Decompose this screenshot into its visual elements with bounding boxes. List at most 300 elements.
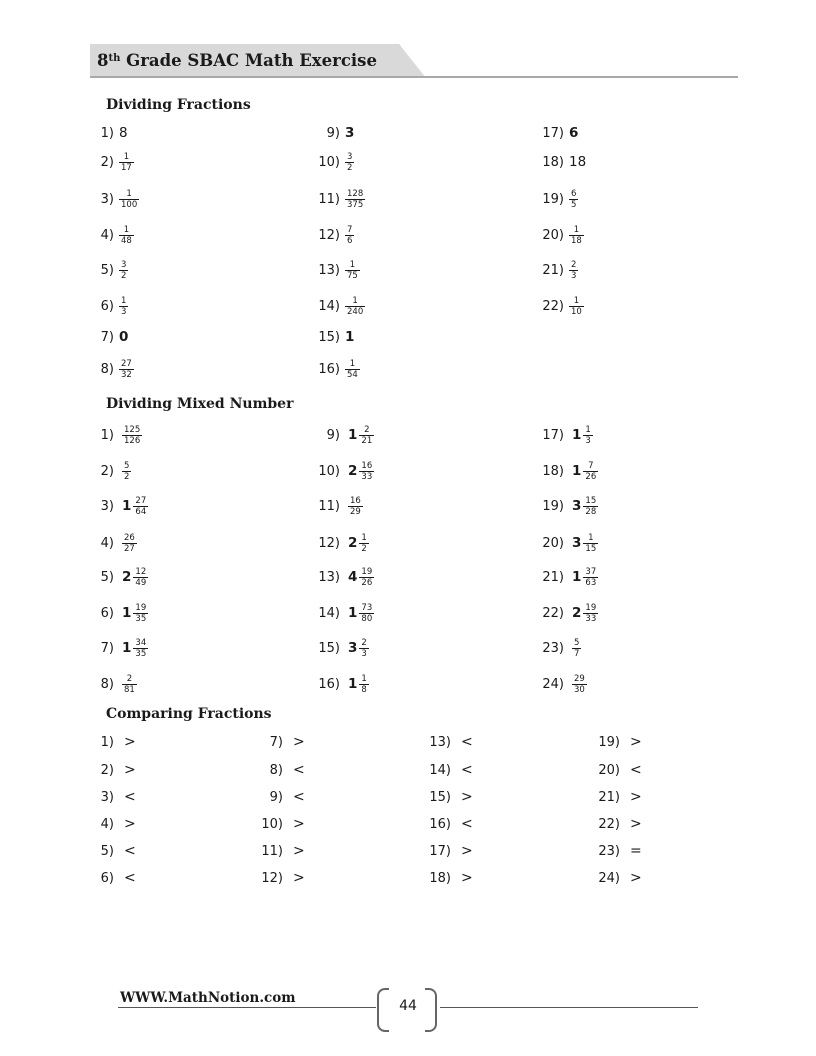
answer-item [538, 291, 584, 321]
item-number: 17) [542, 125, 564, 141]
numerator: 27 [135, 495, 147, 506]
fraction [583, 496, 598, 517]
numerator: 16 [350, 495, 361, 506]
answer-number: 18 [569, 154, 587, 170]
item-number: 18) [542, 154, 564, 170]
answer-item [88, 184, 139, 214]
numerator: 1 [352, 295, 358, 306]
answer-item [257, 809, 305, 839]
answer-item [538, 598, 598, 628]
comparison-symbol: > [124, 734, 136, 750]
answer-item [314, 633, 369, 663]
fraction [348, 496, 363, 517]
item-number: 2) [100, 154, 114, 170]
title-rest: Grade SBAC Math Exercise [120, 51, 377, 70]
whole-part: 2 [348, 535, 358, 551]
fraction [133, 638, 148, 659]
answer-item [425, 863, 473, 893]
numerator: 73 [361, 602, 373, 613]
item-number: 22) [542, 605, 564, 621]
item-number: 17) [542, 427, 564, 443]
denominator: 2 [361, 543, 367, 554]
answer-value [345, 189, 365, 210]
answer-item [538, 118, 578, 148]
grade-number: 8 [97, 51, 109, 70]
whole-part: 2 [122, 569, 132, 585]
answer-value [569, 296, 584, 317]
item-number: 2) [100, 463, 114, 479]
comparison-symbol: > [461, 843, 473, 859]
whole-part: 1 [572, 569, 582, 585]
denominator: 63 [585, 577, 597, 588]
denominator: 35 [135, 648, 147, 659]
fraction [122, 674, 137, 695]
item-number: 6) [100, 605, 114, 621]
comparison-symbol: > [124, 762, 136, 778]
numerator: 125 [124, 424, 141, 435]
denominator: 35 [135, 613, 147, 624]
answer-value [345, 296, 365, 317]
answer-item [538, 528, 598, 558]
answer-value [122, 603, 148, 624]
fraction [122, 533, 137, 554]
fraction [119, 359, 134, 380]
answer-value [572, 425, 593, 446]
answer-value [572, 638, 581, 659]
item-number: 12) [261, 870, 283, 886]
item-number: 9) [269, 789, 283, 805]
whole-part: 1 [122, 605, 132, 621]
numerator: 1 [573, 224, 580, 235]
item-number: 13) [318, 569, 340, 585]
answer-item [314, 147, 354, 177]
answer-item [538, 456, 598, 486]
footer-website: WWW.MathNotion.com [120, 990, 296, 1006]
fraction [122, 425, 142, 446]
item-number: 16) [318, 361, 340, 377]
item-number: 13) [318, 262, 340, 278]
denominator: 2 [124, 471, 130, 482]
comparison-symbol: < [293, 789, 305, 805]
denominator: 3 [361, 648, 367, 659]
denominator: 126 [124, 435, 141, 446]
denominator: 54 [347, 369, 358, 380]
fraction [119, 189, 139, 210]
answer-item [88, 118, 128, 148]
item-number: 8) [269, 762, 283, 778]
comparison-symbol: > [293, 843, 305, 859]
item-number: 15) [429, 789, 451, 805]
denominator: 3 [585, 435, 591, 446]
answer-item [314, 598, 374, 628]
answer-item [314, 118, 354, 148]
answer-value [572, 674, 587, 695]
fraction [119, 260, 128, 281]
item-number: 21) [542, 262, 564, 278]
fraction [122, 461, 131, 482]
item-number: 16) [318, 676, 340, 692]
section-title-comparing-fractions: Comparing Fractions [106, 706, 272, 722]
answer-value [122, 461, 131, 482]
answer-item [314, 354, 360, 384]
answer-item [425, 755, 473, 785]
denominator: 81 [124, 684, 135, 695]
denominator: 3 [121, 306, 127, 317]
item-number: 16) [429, 816, 451, 832]
answer-item [88, 633, 148, 663]
answer-item [257, 727, 305, 757]
answer-value [122, 533, 137, 554]
answer-item [594, 782, 642, 812]
answer-item [88, 863, 136, 893]
comparison-symbol: < [124, 789, 136, 805]
denominator: 75 [347, 270, 358, 281]
footer-rule-left [118, 1007, 376, 1008]
denominator: 10 [571, 306, 582, 317]
comparison-symbol: < [124, 870, 136, 886]
comparison-symbol: > [461, 789, 473, 805]
answer-item [88, 220, 134, 250]
answer-item [88, 562, 148, 592]
item-number: 5) [100, 569, 114, 585]
item-number: 14) [318, 605, 340, 621]
item-number: 7) [100, 640, 114, 656]
fraction [359, 674, 368, 695]
answer-item [88, 291, 128, 321]
whole-part: 2 [572, 605, 582, 621]
item-number: 3) [100, 191, 114, 207]
numerator: 1 [349, 358, 356, 369]
item-number: 23) [598, 843, 620, 859]
answer-value [345, 225, 354, 246]
numerator: 26 [124, 532, 135, 543]
answer-item [257, 836, 305, 866]
answer-item [594, 727, 642, 757]
item-number: 11) [261, 843, 283, 859]
denominator: 6 [347, 235, 353, 246]
answer-item [88, 669, 137, 699]
answer-item [88, 456, 131, 486]
comparison-symbol: < [630, 762, 642, 778]
answer-item [538, 184, 578, 214]
fraction [572, 674, 587, 695]
denominator: 7 [574, 648, 580, 659]
answer-item [538, 147, 586, 177]
item-number: 8) [100, 676, 114, 692]
grade-suffix: th [108, 53, 121, 64]
answer-item [314, 528, 369, 558]
item-number: 3) [100, 789, 114, 805]
item-number: 24) [598, 870, 620, 886]
item-number: 22) [598, 816, 620, 832]
item-number: 5) [100, 843, 114, 859]
answer-value [348, 638, 369, 659]
answer-value [348, 567, 374, 588]
fraction [345, 260, 360, 281]
denominator: 26 [585, 471, 597, 482]
answer-value [348, 496, 363, 517]
numerator: 1 [121, 295, 127, 306]
item-number: 4) [100, 227, 114, 243]
item-number: 18) [429, 870, 451, 886]
numerator: 16 [361, 460, 373, 471]
numerator: 12 [135, 566, 147, 577]
fraction [583, 425, 592, 446]
denominator: 29 [350, 506, 361, 517]
item-number: 7) [100, 329, 114, 345]
answer-value [348, 674, 369, 695]
item-number: 9) [326, 125, 340, 141]
numerator: 1 [588, 532, 594, 543]
item-number: 10) [261, 816, 283, 832]
answer-value [345, 260, 360, 281]
numerator: 2 [126, 673, 133, 684]
answer-value [119, 359, 134, 380]
answer-item [88, 322, 128, 352]
answer-value [345, 152, 354, 173]
answer-value [348, 533, 369, 554]
whole-part: 1 [122, 640, 132, 656]
denominator: 26 [361, 577, 373, 588]
answer-item [425, 727, 473, 757]
item-number: 6) [100, 870, 114, 886]
footer-rule-right [440, 1007, 698, 1008]
item-number: 20) [598, 762, 620, 778]
section-title-dividing-mixed-number: Dividing Mixed Number [106, 396, 294, 412]
item-number: 12) [318, 535, 340, 551]
item-number: 11) [318, 191, 340, 207]
whole-part: 1 [348, 605, 358, 621]
item-number: 22) [542, 298, 564, 314]
answer-value [569, 154, 586, 170]
fraction [569, 260, 578, 281]
item-number: 23) [542, 640, 564, 656]
answer-value [572, 461, 598, 482]
comparison-symbol: < [461, 816, 473, 832]
fraction [345, 359, 360, 380]
item-number: 21) [598, 789, 620, 805]
answer-item [538, 633, 581, 663]
numerator: 3 [121, 259, 127, 270]
comparison-symbol: < [461, 762, 473, 778]
item-number: 10) [318, 154, 340, 170]
whole-part: 3 [572, 498, 582, 514]
answer-item [88, 782, 136, 812]
fraction [569, 296, 584, 317]
fraction [345, 296, 365, 317]
answer-item [538, 220, 584, 250]
comparison-symbol: > [293, 870, 305, 886]
fraction [345, 225, 354, 246]
item-number: 15) [318, 640, 340, 656]
item-number: 17) [429, 843, 451, 859]
comparison-symbol: = [630, 843, 642, 859]
answer-number: 3 [345, 125, 355, 141]
fraction [569, 189, 578, 210]
fraction [583, 567, 598, 588]
numerator: 27 [121, 358, 132, 369]
fraction [583, 603, 598, 624]
numerator: 19 [361, 566, 373, 577]
item-number: 4) [100, 535, 114, 551]
answer-item [594, 755, 642, 785]
whole-part: 2 [348, 463, 358, 479]
denominator: 33 [585, 613, 597, 624]
item-number: 14) [318, 298, 340, 314]
whole-part: 1 [348, 427, 358, 443]
answer-item [594, 809, 642, 839]
whole-part: 1 [122, 498, 132, 514]
numerator: 6 [571, 188, 577, 199]
fraction [572, 638, 581, 659]
numerator: 2 [361, 637, 367, 648]
answer-item [88, 420, 142, 450]
answer-item [425, 836, 473, 866]
answer-item [88, 809, 136, 839]
numerator: 1 [585, 424, 591, 435]
denominator: 8 [361, 684, 367, 695]
answer-value [572, 533, 598, 554]
denominator: 27 [124, 543, 135, 554]
item-number: 20) [542, 227, 564, 243]
item-number: 5) [100, 262, 114, 278]
item-number: 21) [542, 569, 564, 585]
fraction [119, 152, 134, 173]
numerator: 34 [135, 637, 147, 648]
fraction [359, 533, 368, 554]
item-number: 1) [100, 125, 114, 141]
answer-value [569, 225, 584, 246]
answer-item [538, 255, 578, 285]
denominator: 30 [574, 684, 585, 695]
answer-item [88, 255, 128, 285]
fraction [133, 567, 148, 588]
fraction [583, 461, 598, 482]
answer-value [119, 189, 139, 210]
fraction [569, 225, 584, 246]
denominator: 32 [121, 369, 132, 380]
answer-number: 8 [119, 125, 128, 141]
answer-value [348, 425, 374, 446]
denominator: 240 [347, 306, 364, 317]
answer-item [425, 782, 473, 812]
whole-part: 1 [348, 676, 358, 692]
numerator: 2 [364, 424, 370, 435]
answer-value [572, 603, 598, 624]
numerator: 19 [585, 602, 597, 613]
whole-part: 3 [572, 535, 582, 551]
answer-value [119, 329, 128, 345]
answer-item [425, 809, 473, 839]
answer-item [314, 322, 354, 352]
answer-value [348, 603, 374, 624]
comparison-symbol: > [124, 816, 136, 832]
answer-item [314, 562, 374, 592]
numerator: 5 [124, 460, 130, 471]
denominator: 80 [361, 613, 373, 624]
answer-value [119, 152, 134, 173]
comparison-symbol: > [630, 870, 642, 886]
fraction [359, 461, 374, 482]
answer-value [572, 496, 598, 517]
answer-value [345, 329, 354, 345]
item-number: 7) [269, 734, 283, 750]
item-number: 15) [318, 329, 340, 345]
answer-value [119, 125, 128, 141]
answer-value [345, 125, 354, 141]
answer-item [88, 491, 148, 521]
answer-item [314, 184, 365, 214]
numerator: 7 [588, 460, 594, 471]
denominator: 33 [361, 471, 373, 482]
answer-item [88, 147, 134, 177]
answer-number: 1 [345, 329, 355, 345]
item-number: 3) [100, 498, 114, 514]
answer-item [538, 562, 598, 592]
item-number: 1) [100, 427, 114, 443]
denominator: 48 [121, 235, 132, 246]
item-number: 24) [542, 676, 564, 692]
comparison-symbol: < [461, 734, 473, 750]
section-title-dividing-fractions: Dividing Fractions [106, 97, 251, 113]
denominator: 64 [135, 506, 147, 517]
numerator: 128 [347, 188, 364, 199]
answer-item [314, 456, 374, 486]
item-number: 4) [100, 816, 114, 832]
answer-item [257, 755, 305, 785]
fraction [583, 533, 598, 554]
page-title [97, 51, 377, 70]
denominator: 18 [571, 235, 582, 246]
comparison-symbol: > [293, 816, 305, 832]
fraction [345, 152, 354, 173]
page-number: 44 [399, 998, 417, 1014]
answer-value [119, 296, 128, 317]
numerator: 37 [585, 566, 597, 577]
answer-item [88, 598, 148, 628]
answer-item [88, 755, 136, 785]
answer-item [314, 491, 363, 521]
item-number: 19) [598, 734, 620, 750]
comparison-symbol: > [461, 870, 473, 886]
answer-value [119, 260, 128, 281]
fraction [119, 225, 134, 246]
numerator: 1 [123, 151, 130, 162]
item-number: 2) [100, 762, 114, 778]
numerator: 3 [347, 151, 353, 162]
comparison-symbol: > [630, 734, 642, 750]
item-number: 8) [100, 361, 114, 377]
comparison-symbol: > [630, 816, 642, 832]
numerator: 1 [573, 295, 580, 306]
answer-value [122, 425, 142, 446]
item-number: 12) [318, 227, 340, 243]
item-number: 20) [542, 535, 564, 551]
answer-item [314, 291, 365, 321]
answer-value [122, 567, 148, 588]
answer-value [569, 125, 578, 141]
denominator: 21 [361, 435, 373, 446]
fraction [345, 189, 365, 210]
denominator: 100 [121, 199, 138, 210]
item-number: 18) [542, 463, 564, 479]
answer-item [257, 782, 305, 812]
answer-item [538, 420, 593, 450]
answer-item [314, 420, 374, 450]
numerator: 1 [126, 188, 132, 199]
comparison-symbol: < [293, 762, 305, 778]
whole-part: 3 [348, 640, 358, 656]
